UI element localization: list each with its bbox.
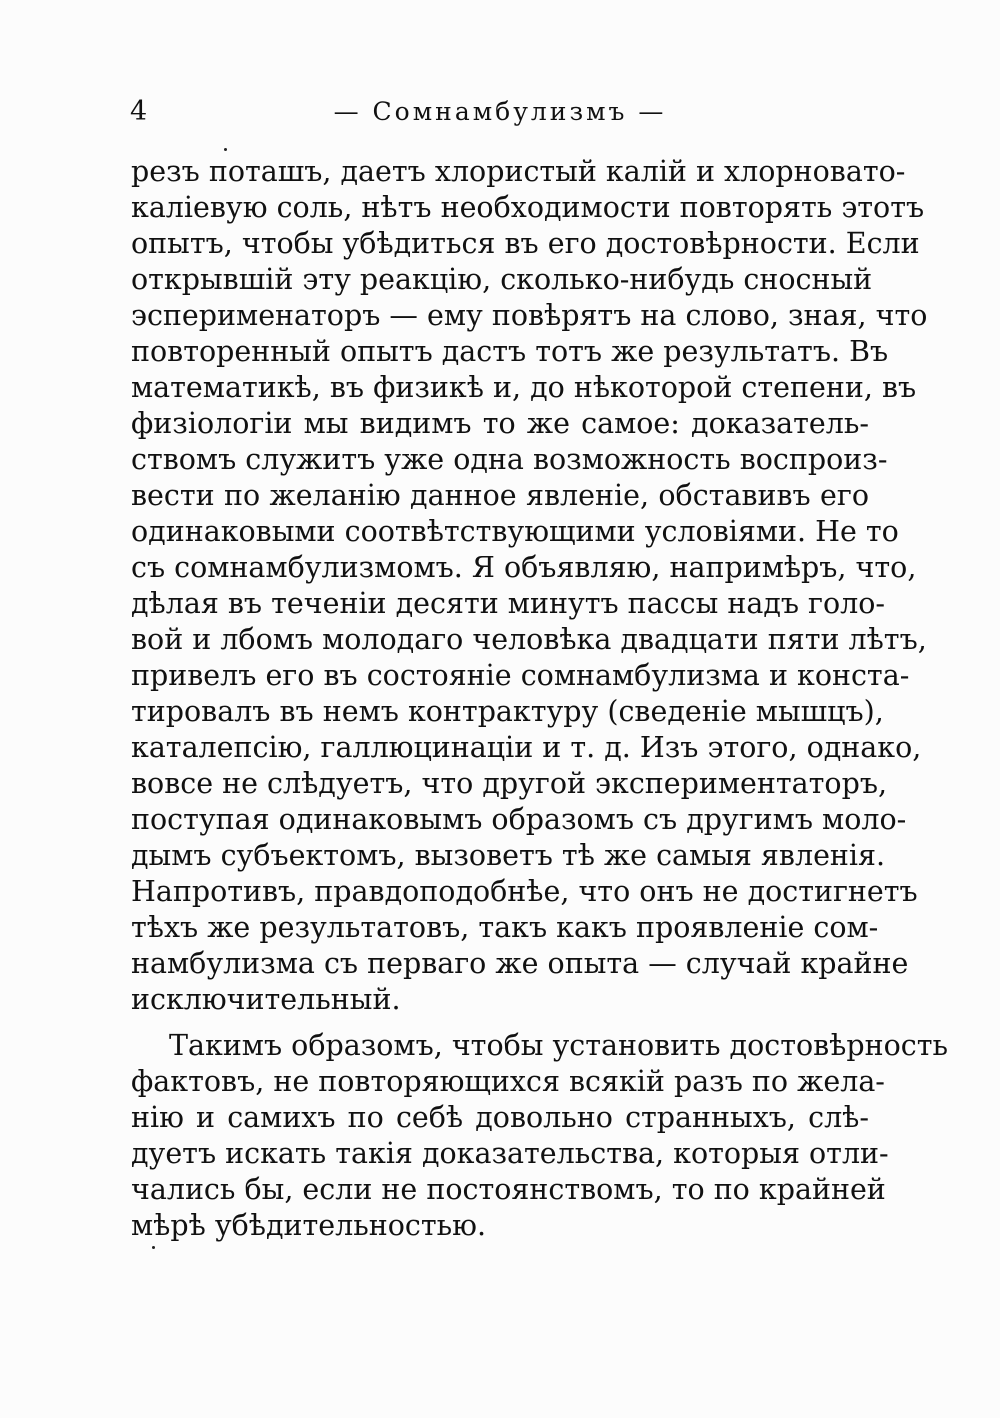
text-line: дымъ субъектомъ, вызоветъ тѣ же самыя явленія. (131, 839, 886, 872)
text-line: вовсе не слѣдуетъ, что другой экспериментаторъ, (131, 767, 888, 800)
text-line: тѣхъ же результатовъ, такъ какъ проявленіе сом- (131, 911, 879, 944)
text-line: вой и лбомъ молодаго человѣка двадцати пяти лѣтъ, (131, 623, 927, 656)
text-line: исключительный. (131, 983, 401, 1016)
text-line: открывшій эту реакцію, сколько-нибудь сносный (131, 263, 873, 296)
text-line: опытъ, чтобы убѣдиться въ его достовѣрности. Если (131, 227, 920, 260)
text-line: фактовъ, не повторяющихся всякій разъ по жела- (131, 1065, 885, 1098)
text-line: каталепсію, галлюцинаціи и т. д. Изъ этого, однако, (131, 731, 922, 764)
page-header (130, 92, 870, 132)
text-line: мѣрѣ убѣдительностью. (131, 1209, 487, 1242)
paragraph-2 (131, 1028, 949, 1244)
text-line: физіологіи мы видимъ то же самое: доказатель- (131, 407, 869, 440)
text-line: поступая одинаковымъ образомъ съ другимъ моло- (131, 803, 907, 836)
text-line: каліевую соль, нѣтъ необходимости повторять этотъ (131, 191, 925, 224)
body-text (131, 154, 949, 1244)
text-line: дѣлая въ теченіи десяти минутъ пассы надъ голо- (131, 587, 886, 620)
text-line: привелъ его въ состояніе сомнамбулизма и конста- (131, 659, 910, 692)
page-number: 4 (130, 96, 148, 127)
text-line: Напротивъ, правдоподобнѣе, что онъ не достигнетъ (131, 875, 918, 908)
paragraph-1 (131, 154, 928, 1018)
text-line: Такимъ образомъ, чтобы установить достовѣрность (169, 1029, 949, 1062)
text-line: одинаковыми соотвѣтствующими условіями. Не то (131, 515, 899, 548)
text-line: резъ поташъ, даетъ хлористый калій и хлорновато- (131, 155, 906, 188)
text-line: намбулизма съ перваго же опыта — случай крайне (131, 947, 909, 980)
text-line: вести по желанію данное явленіе, обставивъ его (131, 479, 869, 512)
text-line: дуетъ искать такія доказательства, которыя отли- (131, 1137, 889, 1170)
text-line: съ сомнамбулизмомъ. Я объявляю, напримѣръ, что, (131, 551, 917, 584)
text-line: эсперименаторъ — ему повѣрятъ на слово, зная, что (131, 299, 928, 332)
print-speck (152, 1246, 155, 1249)
text-line: математикѣ, въ физикѣ и, до нѣкоторой степени, въ (131, 371, 917, 404)
print-speck (224, 148, 227, 151)
text-line: ствомъ служитъ уже одна возможность воспроиз- (131, 443, 888, 476)
paragraph-gap (131, 1018, 869, 1028)
text-line: повторенный опытъ дастъ тотъ же результатъ. Въ (131, 335, 889, 368)
running-title: — Сомнамбулизмъ — (333, 97, 667, 126)
text-line: тировалъ въ немъ контрактуру (сведеніе мышцъ), (131, 695, 884, 728)
text-line: нію и самихъ по себѣ довольно странныхъ, слѣ- (131, 1101, 869, 1134)
text-line: чались бы, если не постоянствомъ, то по крайней (131, 1173, 886, 1206)
